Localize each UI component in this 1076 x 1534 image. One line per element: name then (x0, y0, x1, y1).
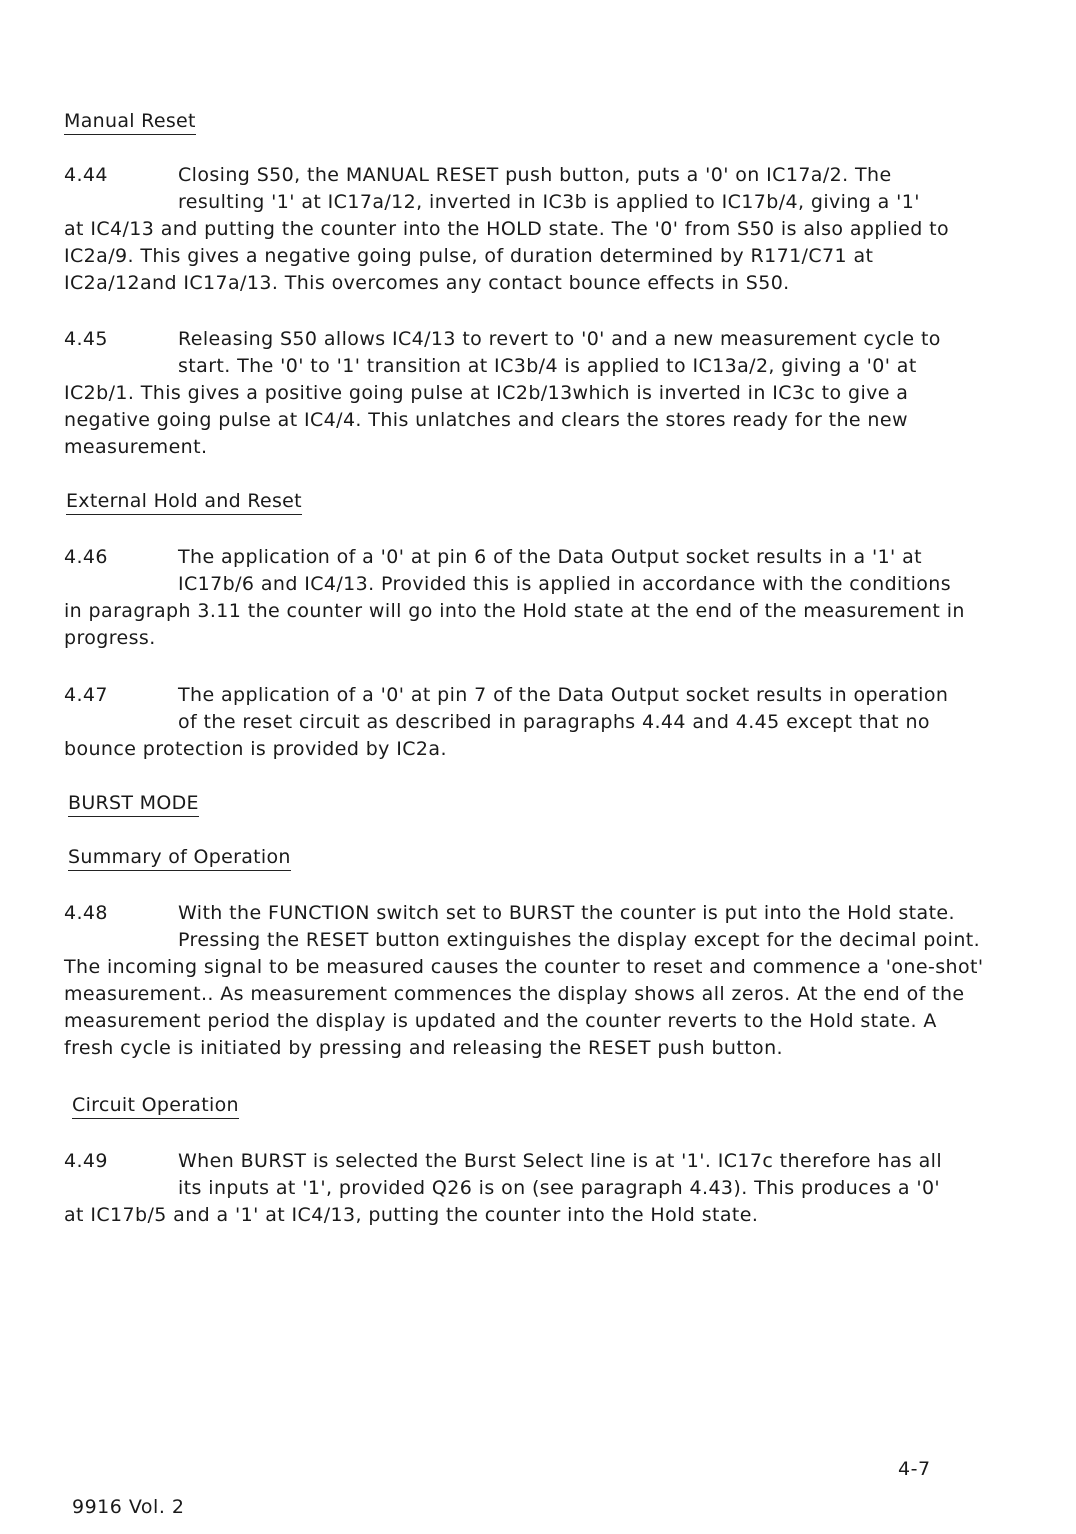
page-number: 4-7 (898, 1458, 931, 1480)
document-id: 9916 Vol. 2 (72, 1496, 185, 1518)
paragraph-line: With the FUNCTION switch set to BURST the counter is put into the Hold state. (178, 902, 955, 924)
paragraph-number: 4.44 (64, 164, 108, 186)
paragraph-number: 4.47 (64, 684, 108, 706)
paragraph-4-46 (64, 544, 1020, 652)
paragraph-4-47 (64, 682, 1020, 763)
paragraph-line: bounce protection is provided by IC2a. (64, 738, 447, 760)
paragraph-4-48 (64, 900, 1020, 1062)
paragraph-line: IC2a/9. This gives a negative going pulse, of duration determined by R171/C71 at (64, 245, 874, 267)
heading-circuit-operation: Circuit Operation (72, 1094, 239, 1119)
paragraph-number: 4.46 (64, 546, 108, 568)
paragraph-line: fresh cycle is initiated by pressing and releasing the RESET push button. (64, 1037, 783, 1059)
paragraph-line: The application of a '0' at pin 7 of the Data Output socket results in operation (178, 684, 949, 706)
paragraph-4-49 (64, 1148, 1020, 1229)
paragraph-line: The incoming signal to be measured causes the counter to reset and commence a 'one-shot' (64, 956, 984, 978)
heading-burst-mode: BURST MODE (68, 792, 199, 817)
paragraph-first-line (64, 682, 1020, 709)
paragraph-line: When BURST is selected the Burst Select line is at '1'. IC17c therefore has all (178, 1150, 943, 1172)
paragraph-line: in paragraph 3.11 the counter will go into the Hold state at the end of the measurement in (64, 600, 965, 622)
paragraph-first-line (64, 326, 1020, 353)
paragraph-4-45 (64, 326, 1020, 461)
paragraph-line: measurement.. As measurement commences the display shows all zeros. At the end of the (64, 983, 965, 1005)
paragraph-line: measurement period the display is updated and the counter reverts to the Hold state. A (64, 1010, 937, 1032)
paragraph-line: at IC17b/5 and a '1' at IC4/13, putting the counter into the Hold state. (64, 1204, 759, 1226)
paragraph-line: resulting '1' at IC17a/12, inverted in IC3b is applied to IC17b/4, giving a '1' (178, 191, 920, 213)
paragraph-line: IC2a/12and IC17a/13. This overcomes any contact bounce effects in S50. (64, 272, 790, 294)
paragraph-number: 4.45 (64, 328, 108, 350)
paragraph-line: Closing S50, the MANUAL RESET push button, puts a '0' on IC17a/2. The (178, 164, 892, 186)
paragraph-line: measurement. (64, 436, 208, 458)
paragraph-line: of the reset circuit as described in paragraphs 4.44 and 4.45 except that no (178, 711, 930, 733)
paragraph-first-line (64, 544, 1020, 571)
paragraph-line: progress. (64, 627, 156, 649)
paragraph-line: Pressing the RESET button extinguishes the display except for the decimal point. (178, 929, 981, 951)
paragraph-line: IC17b/6 and IC4/13. Provided this is applied in accordance with the conditions (178, 573, 952, 595)
heading-external-hold-and-reset: External Hold and Reset (66, 490, 302, 515)
paragraph-4-44 (64, 162, 1020, 297)
paragraph-first-line (64, 1148, 1020, 1175)
heading-summary-of-operation: Summary of Operation (68, 846, 291, 871)
paragraph-line: IC2b/1. This gives a positive going pulse at IC2b/13which is inverted in IC3c to give a (64, 382, 909, 404)
paragraph-line: The application of a '0' at pin 6 of the Data Output socket results in a '1' at (178, 546, 923, 568)
paragraph-first-line (64, 900, 1020, 927)
paragraph-line: start. The '0' to '1' transition at IC3b/4 is applied to IC13a/2, giving a '0' at (178, 355, 917, 377)
paragraph-line: Releasing S50 allows IC4/13 to revert to '0' and a new measurement cycle to (178, 328, 941, 350)
paragraph-line: its inputs at '1', provided Q26 is on (see paragraph 4.43). This produces a '0' (178, 1177, 941, 1199)
paragraph-number: 4.48 (64, 902, 108, 924)
paragraph-line: negative going pulse at IC4/4. This unlatches and clears the stores ready for the new (64, 409, 908, 431)
paragraph-line: at IC4/13 and putting the counter into the HOLD state. The '0' from S50 is also applied to (64, 218, 950, 240)
paragraph-first-line (64, 162, 1020, 189)
heading-manual-reset: Manual Reset (64, 110, 196, 135)
paragraph-number: 4.49 (64, 1150, 108, 1172)
